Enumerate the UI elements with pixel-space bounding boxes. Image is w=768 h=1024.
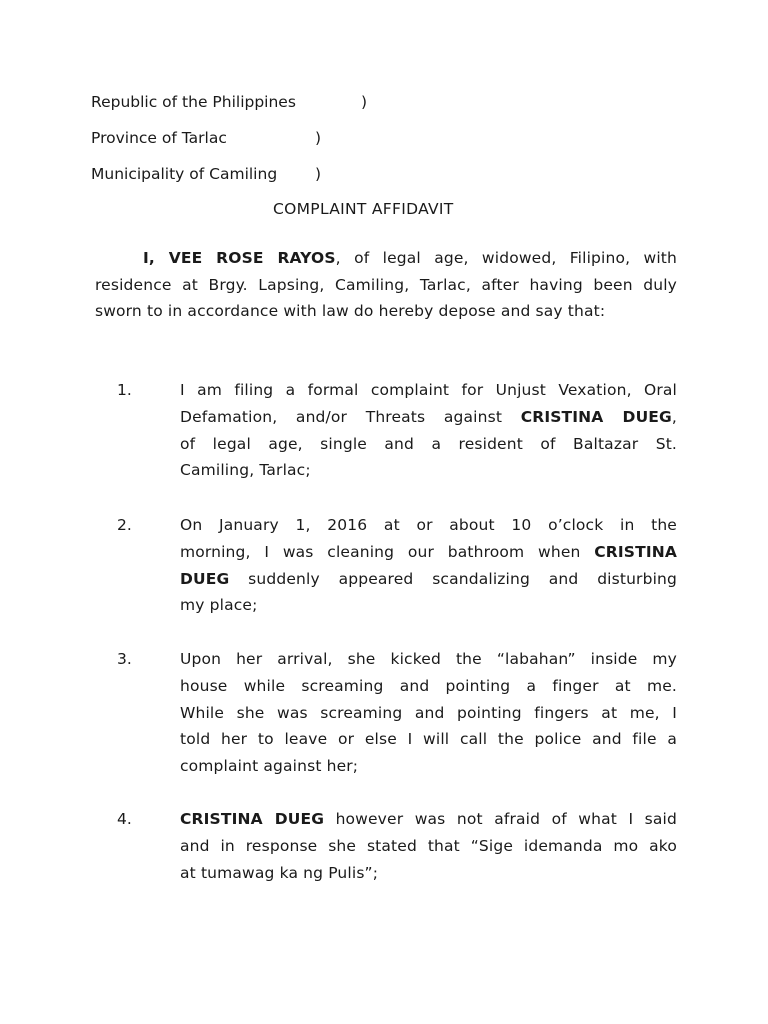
item-line <box>180 377 677 404</box>
item-line-text: house while screaming and pointing a finger at me. <box>180 676 677 695</box>
item-line <box>180 566 677 593</box>
item-line-text: my place; <box>180 596 258 615</box>
affiant-name: I, VEE ROSE RAYOS <box>143 249 336 267</box>
item-number: 4. <box>117 810 132 828</box>
intro-text: , of legal age, widowed, Filipino, with residence at Brgy. Lapsing, Camiling, Tarlac, after having been duly sworn to in accordance with law do hereby depose and say that: <box>95 249 677 320</box>
respondent-name: CRISTINA DUEG <box>520 407 672 426</box>
item-line <box>180 700 677 727</box>
item-line <box>180 726 677 753</box>
item-line-text: On January 1, 2016 at or about 10 o’clock in the <box>180 516 677 534</box>
item-line-text: at tumawag ka ng Pulis”; <box>180 863 379 882</box>
item-line-text: , <box>671 407 677 426</box>
respondent-name: DUEG <box>180 569 230 588</box>
respondent-name: CRISTINA <box>594 542 677 561</box>
item-line-text: and in response she stated that “Sige idemanda mo ako <box>180 836 677 855</box>
caption-province: Province of Tarlac <box>91 129 227 147</box>
item-line <box>180 592 677 619</box>
item-line-text: of legal age, single and a resident of Baltazar St. <box>180 434 677 453</box>
respondent-name: CRISTINA DUEG <box>180 810 325 828</box>
item-line-text: told her to leave or else I will call the police and file a <box>180 730 677 749</box>
item-line-text: Defamation, and/or Threats against <box>180 407 521 426</box>
item-line-text: however was not afraid of what I said <box>324 810 677 828</box>
item-line <box>180 673 677 700</box>
item-line <box>180 404 677 431</box>
item-line-text: I am filing a formal complaint for Unjust Vexation, Oral <box>180 381 677 399</box>
item-line <box>180 431 677 458</box>
item-line <box>180 457 677 484</box>
item-line <box>180 806 677 833</box>
item-line-text: Upon her arrival, she kicked the “labahan” inside my <box>180 650 677 668</box>
caption-paren: ) <box>315 129 322 147</box>
item-line-text: complaint against her; <box>180 757 359 776</box>
item-line <box>180 753 677 780</box>
intro-paragraph <box>95 245 677 325</box>
item-line <box>180 512 677 539</box>
item-line <box>180 539 677 566</box>
item-number: 2. <box>117 516 132 534</box>
item-line-text: Camiling, Tarlac; <box>180 461 311 480</box>
item-line-text: suddenly appeared scandalizing and disturbing <box>229 569 677 588</box>
caption-republic: Republic of the Philippines <box>91 93 296 111</box>
item-line <box>180 860 677 887</box>
item-text <box>180 512 677 619</box>
item-text <box>180 646 677 780</box>
item-number: 1. <box>117 381 132 399</box>
item-number: 3. <box>117 650 132 668</box>
item-line-text: morning, I was cleaning our bathroom when <box>180 542 595 561</box>
item-text <box>180 377 677 484</box>
caption-municipality: Municipality of Camiling <box>91 165 278 183</box>
item-line <box>180 833 677 860</box>
item-line <box>180 646 677 673</box>
item-line-text: While she was screaming and pointing fingers at me, I <box>180 703 677 722</box>
caption-paren: ) <box>315 165 322 183</box>
document-title: COMPLAINT AFFIDAVIT <box>273 200 454 218</box>
item-text <box>180 806 677 886</box>
caption-paren: ) <box>361 93 368 111</box>
